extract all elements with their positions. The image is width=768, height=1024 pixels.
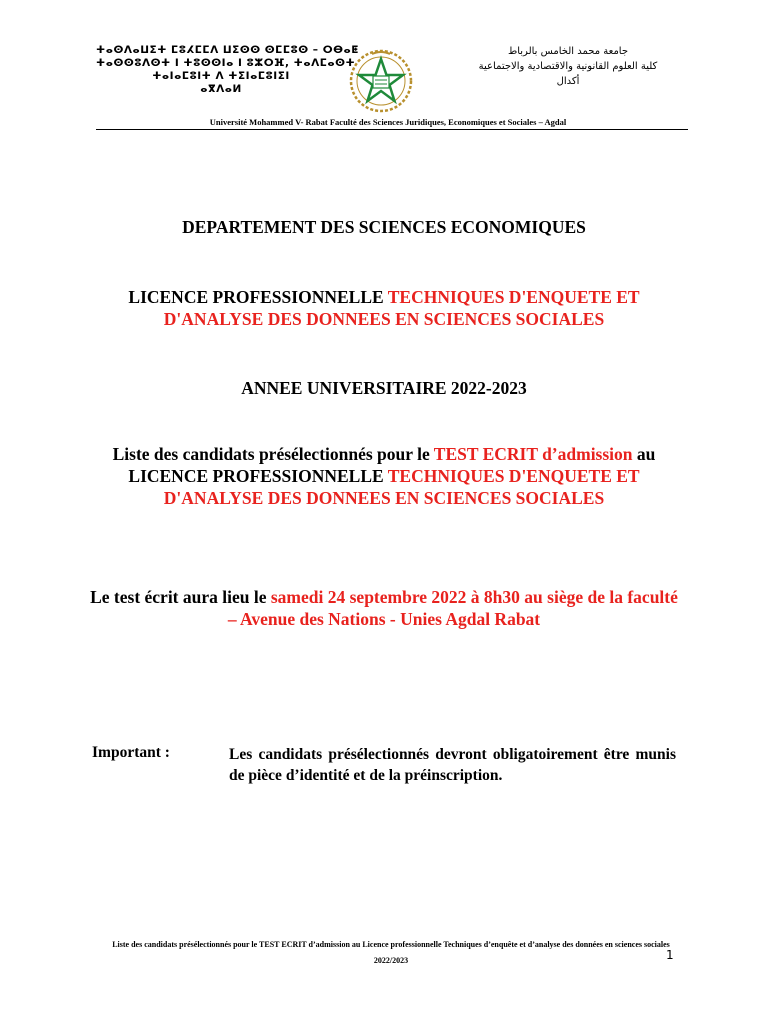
department-title: DEPARTEMENT DES SCIENCES ECONOMIQUES bbox=[182, 217, 586, 237]
test-text-1: Le test écrit aura lieu le bbox=[90, 587, 271, 607]
liste-text-1: Liste des candidats présélectionnés pour le bbox=[112, 444, 434, 464]
important-text: Les candidats présélectionnés devront obligatoirement être munis de pièce d’identité et de la préinscription. bbox=[229, 746, 676, 784]
page-footer: Liste des candidats présélectionnés pour le TEST ECRIT d’admission au Licence professionnelle Techniques d’enquête et d’analyse des données en sciences sociales 2022/2023 bbox=[112, 940, 670, 965]
liste-text-3: au LICENCE PROFESSIONNELLE bbox=[128, 444, 656, 486]
licence-name: TECHNIQUES D'ENQUETE ET D'ANALYSE DES DONNEES EN SCIENCES SOCIALES bbox=[163, 287, 640, 329]
arabic-header bbox=[468, 44, 668, 89]
tifinagh-line: ⵜⴰⵙⴷⴰⵡⵉⵜ ⵎⵓⵃⵎⵎⴷ ⵡⵉⵙⵙ ⵙⵎⵎⵓⵙ – ⵔⴱⴰⵟ bbox=[96, 44, 359, 56]
header-subtitle: Université Mohammed V- Rabat Faculté des Sciences Juridiques, Economiques et Sociales – Agdal bbox=[209, 117, 567, 127]
test-date-paragraph bbox=[84, 586, 684, 630]
arabic-line: كلية العلوم القانونية والاقتصادية والاجتماعية bbox=[478, 61, 658, 72]
university-emblem-icon bbox=[348, 48, 414, 114]
test-text-2: samedi 24 septembre 2022 à 8h30 au siège de la faculté – Avenue des Nations - Unies Agdal Rabat bbox=[227, 587, 678, 629]
tifinagh-header bbox=[96, 44, 359, 96]
page-number: 1 bbox=[666, 948, 674, 962]
header-divider bbox=[96, 129, 688, 130]
candidates-list-title bbox=[84, 443, 684, 509]
tifinagh-line: ⵜⴰⵙⵙⵓⴷⵙⵜ ⵏ ⵜⵓⵙⵙⵏⴰ ⵏ ⵓⵣⵔⴼ, ⵜⴰⴷⵎⴰⵙⵜ bbox=[96, 57, 356, 69]
tifinagh-line: ⵜⴰⵏⴰⵎⵓⵏⵜ ⴷ ⵜⵉⵏⴰⵎⵓⵏⵉⵏ bbox=[152, 70, 290, 82]
licence-prefix: LICENCE PROFESSIONNELLE bbox=[128, 287, 388, 307]
licence-title bbox=[84, 286, 684, 330]
important-label: Important : bbox=[92, 744, 170, 761]
academic-year: ANNEE UNIVERSITAIRE 2022-2023 bbox=[241, 378, 527, 398]
tifinagh-line: ⴰⴳⴷⴰⵍ bbox=[200, 83, 242, 95]
liste-text-4: TECHNIQUES D'ENQUETE ET D'ANALYSE DES DONNEES EN SCIENCES SOCIALES bbox=[163, 466, 640, 508]
arabic-line: أكدال bbox=[556, 76, 580, 87]
arabic-line: جامعة محمد الخامس بالرباط bbox=[507, 46, 629, 57]
liste-text-2: TEST ECRIT d’admission bbox=[433, 444, 633, 464]
